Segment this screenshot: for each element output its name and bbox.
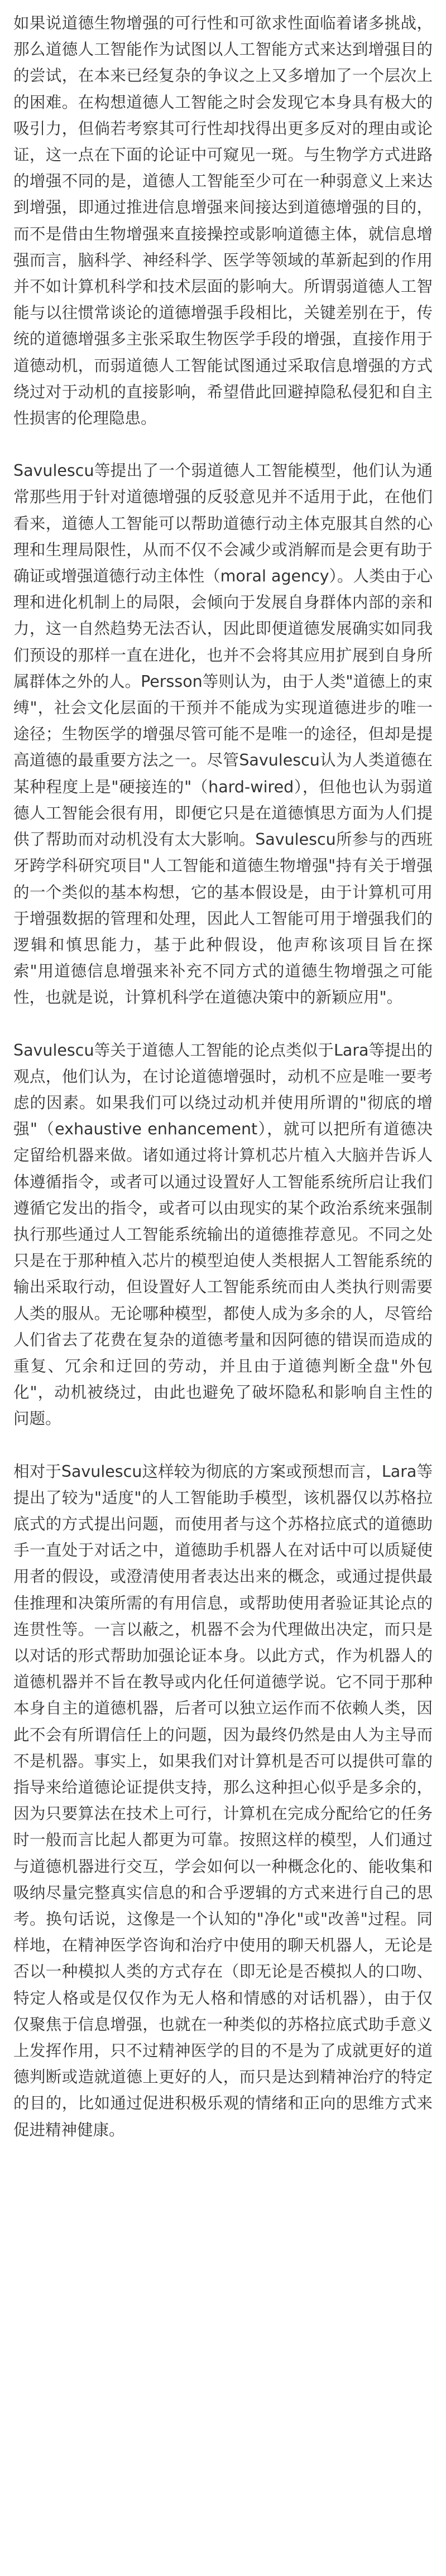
paragraph-weak-moral-ai-intro: 如果说道德生物增强的可行性和可欲求性面临着诸多挑战，那么道德人工智能作为试图以人工智能方式来达到增强目的的尝试，在本来已经复杂的争议之上又多增加了一个层次上的困难。在构想道德人工智能之时会发现它本身具有极大的吸引力，但倘若考察其可行性却找得出更多反对的理由或论证，这一点在下面的论证中可窥见一斑。与生物学方式进路的增强不同的是，道德人工智能至少可在一种弱意义上来达到增强，即通过推进信息增强来间接达到道德增强的目的，而不是借由生物增强来直接操控或影响道德主体，就信息增强而言，脑科学、神经科学、医学等领域的革新起到的作用并不如计算机科学和技术层面的影响大。所谓弱道德人工智能与以往惯常谈论的道德增强手段相比，关键差别在于，传统的道德增强多主张采取生物医学手段的增强，直接作用于道德动机，而弱道德人工智能试图通过采取信息增强的方式绕过对于动机的直接影响，希望借此回避掉隐私侵犯和自主性损害的伦理隐患。 [13,14,433,428]
paragraph-socratic-assistant: 相对于Savulescu这样较为彻底的方案或预想而言，Lara等提出了较为"适度"的人工智能助手模型，该机器仅以苏格拉底式的方式提出问题，而使用者与这个苏格拉底式的道德助手一直处于对话之中，道德助手机器人在对话中可以质疑使用者的假设，或澄清使用者表达出来的概念，或通过提供最佳推理和决策所需的有用信息，或帮助使用者验证其论点的连贯性等。一言以蔽之，机器不会为代理做出决定，而只是以对话的形式帮助加强论证本身。以此方式，作为机器人的道德机器并不旨在教导或内化任何道德学说。它不同于那种本身自主的道德机器，后者可以独立运作而不依赖人类，因此不会有所谓信任上的问题，因为最终仍然是由人为主导而不是机器。事实上，如果我们对计算机是否可以提供可靠的指导来给道德论证提供支持，那么这种担心似乎是多余的，因为只要算法在技术上可行，计算机在完成分配给它的任务时一般而言比起人都更为可靠。按照这样的模型，人们通过与道德机器进行交互，学会如何以一种概念化的、能收集和吸纳尽量完整真实信息的和合乎逻辑的方式来进行自己的思考。换句话说，这像是一个认知的"净化"或"改善"过程。同样地，在精神医学咨询和治疗中使用的聊天机器人，无论是否以一种模拟人类的方式存在（即无论是否模拟人的口吻、特定人格或是仅仅作为无人格和情感的对话机器），由于仅仅聚焦于信息增强，也就在一种类似的苏格拉底式助手意义上发挥作用，只不过精神医学的目的不是为了成就更好的道德判断或造就道德上更好的人，而只是达到精神治疗的特定的目的，比如通过促进积极乐观的情绪和正向的思维方式来促进精神健康。 [13,1462,433,2139]
paragraph-savulescu-model: Savulescu等提出了一个弱道德人工智能模型，他们认为通常那些用于针对道德增强的反驳意见并不适用于此，在他们看来，道德人工智能可以帮助道德行动主体克服其自然的心理和生理局限性，从而不仅不会减少或消解而是会更有助于确证或增强道德行动主体性（moral agency）。人类由于心理和进化机制上的局限，会倾向于发展自身群体内部的亲和力，这一自然趋势无法否认，因此即便道德发展确实如同我们预设的那样一直在进化，也并不会将其应用扩展到自身所属群体之外的人。Persson等则认为，由于人类"道德上的束缚"，社会文化层面的干预并不能成为实现道德进步的唯一途径；生物医学的增强尽管可能不是唯一的途径，但却是提高道德的最重要方法之一。尽管Savulescu认为人类道德在某种程度上是"硬接连的"（hard-wired），但他也认为弱道德人工智能会很有用，即便它只是在道德慎思方面为人们提供了帮助而对动机没有太大影响。Savulescu所参与的西班牙跨学科研究项目"人工智能和道德生物增强"持有关于增强的一个类似的基本构想，它的基本假设是，由于计算机可用于增强数据的管理和处理，因此人工智能可用于增强我们的逻辑和慎思能力，基于此种假设，他声称该项目旨在探索"用道德信息增强来补充不同方式的道德生物增强之可能性，也就是说，计算机科学在道德决策中的新颖应用"。 [13,461,433,1007]
paragraph-exhaustive-enhancement: Savulescu等关于道德人工智能的论点类似于Lara等提出的观点，他们认为，在讨论道德增强时，动机不应是唯一要考虑的因素。如果我们可以绕过动机并使用所谓的"彻底的增强"（exhaustive enhancement），就可以把所有道德决定留给机器来做。诸如通过将计算机芯片植入大脑并告诉人体遵循指令，或者可以通过设置好人工智能系统所启让我们遵循它发出的指令，或者可以由现实的某个政治系统来强制执行那些通过人工智能系统输出的道德推荐意见。不同之处只是在于那种植入芯片的模型迫使人类根据人工智能系统的输出采取行动，但设置好人工智能系统而由人类执行则需要人类的服从。无论哪种模型，都使人成为多余的人，尽管给人们省去了花费在复杂的道德考量和因阿德的错误而造成的重复、冗余和迂回的劳动，并且由于道德判断全盘"外包化"，动机被绕过，由此也避免了破坏隐私和影响自主性的问题。 [13,1041,433,1428]
